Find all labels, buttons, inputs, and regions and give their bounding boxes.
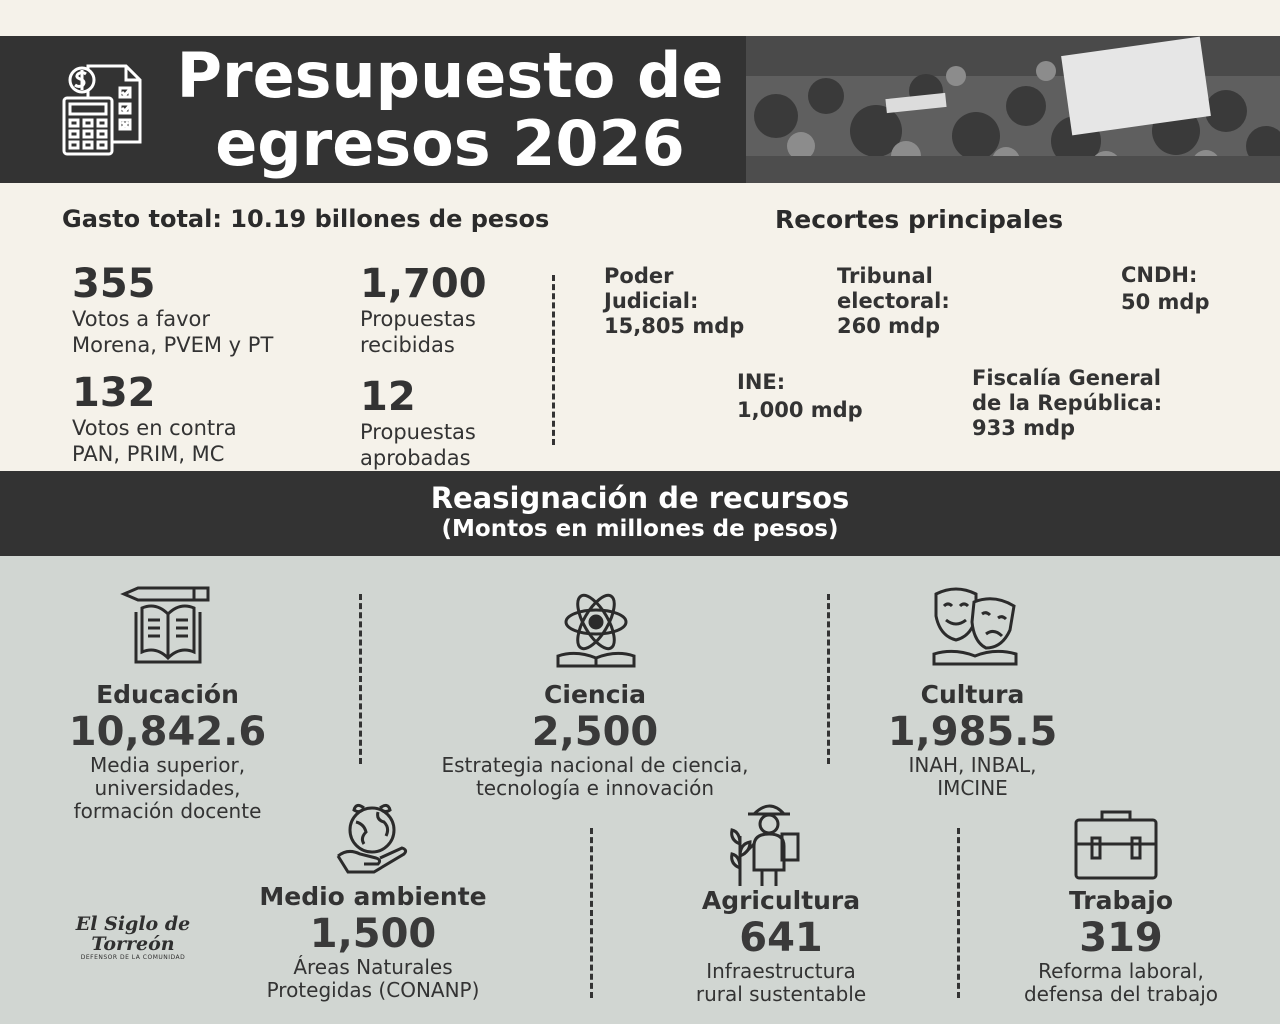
sector-educacion: Educación 10,842.6 Media superior, universidades, formación docente	[68, 680, 267, 823]
sector-trabajo: Trabajo 319 Reforma laboral, defensa del trabajo	[1023, 886, 1219, 1006]
gasto-total: Gasto total: 10.19 billones de pesos	[62, 205, 550, 233]
sector-agricultura: Agricultura 641 Infraestructura rural sustentable	[695, 886, 867, 1006]
divider-1	[359, 594, 362, 764]
calculator-checklist-icon	[60, 58, 150, 158]
el-siglo-de-torreon-logo: El Siglo de Torreón DEFENSOR DE LA COMUNIDAD	[75, 913, 191, 961]
sector-cultura: Cultura 1,985.5 INAH, INBAL, IMCINE	[887, 680, 1058, 800]
stat-propuestas-recibidas: 1,700 Propuestas recibidas	[360, 261, 487, 357]
reasignacion-subtitle: (Montos en millones de pesos)	[441, 516, 839, 542]
recortes-title: Recortes principales	[775, 205, 1064, 234]
reasignacion-title: Reasignación de recursos	[430, 481, 850, 515]
divider-2	[827, 594, 830, 764]
recorte-fiscalia: Fiscalía General de la República: 933 mdp	[972, 366, 1163, 440]
farmer-icon	[726, 800, 810, 888]
sector-ciencia: Ciencia 2,500 Estrategia nacional de ciencia, tecnología e innovación	[441, 680, 749, 800]
earth-hand-icon	[334, 800, 410, 876]
recorte-cndh: CNDH: 50 mdp	[1121, 263, 1210, 314]
recorte-tribunal-electoral: Tribunal electoral: 260 mdp	[837, 264, 950, 338]
divider-top	[552, 275, 555, 445]
congress-photo	[746, 36, 1280, 183]
reasignacion-banner	[0, 471, 1280, 556]
recorte-ine: INE: 1,000 mdp	[737, 370, 863, 422]
stat-propuestas-aprobadas: 12 Propuestas aprobadas	[360, 374, 476, 470]
divider-3	[590, 828, 593, 998]
atom-book-icon	[552, 586, 640, 670]
header-banner	[0, 36, 1280, 183]
briefcase-icon	[1072, 806, 1160, 882]
stat-votos-contra: 132 Votos en contra PAN, PRIM, MC	[72, 370, 237, 466]
sector-medio-ambiente: Medio ambiente 1,500 Áreas Naturales Protegidas (CONANP)	[259, 882, 487, 1002]
recorte-poder-judicial: Poder Judicial: 15,805 mdp	[604, 264, 745, 338]
divider-4	[957, 828, 960, 998]
page-title: Presupuesto de egresos 2026	[176, 39, 724, 180]
theater-masks-icon	[930, 584, 1020, 670]
stat-votos-favor: 355 Votos a favor Morena, PVEM y PT	[72, 261, 274, 357]
book-pencil-icon	[120, 584, 212, 668]
